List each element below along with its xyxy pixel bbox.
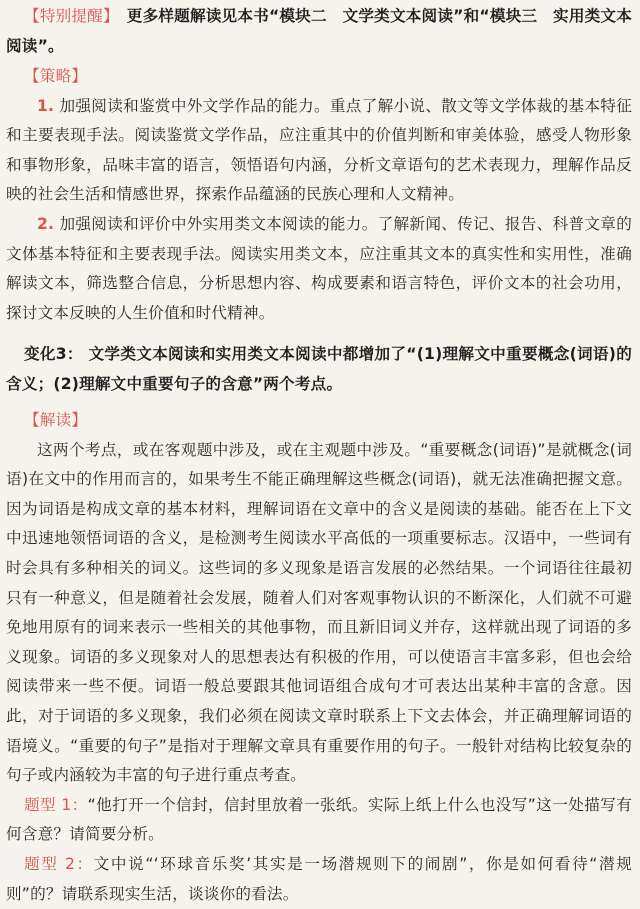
strategy-item-number: 2.	[37, 214, 55, 233]
change-section	[6, 340, 632, 399]
interpretation-section	[6, 406, 632, 909]
change-label: 变化3：	[24, 345, 83, 363]
question-type-text: 文中说“‘环球音乐奖’其实是一场潜规则下的闹剧”，你是如何看待“潜规则”的？请联系现实生活，谈谈你的看法。	[6, 854, 632, 903]
interpretation-text: 这两个考点，或在客观题中涉及，或在主观题中涉及。“重要概念(词语)”是就概念(词语)在文中的作用而言的，如果考生不能正确理解这些概念(词语)，就无法准确把握文意。因为词语是构成文章的基本材料，理解词语在文章中的含义是阅读的基础。能否在上下文中迅速地领悟词语的含义，是检测考生阅读水平高低的一项重要标志。汉语中，一些词有时会具有多种相关的词义。这些词的多义现象是语言发展的必然结果。一个词语往往最初只有一种意义，但是随着社会发展，随着人们对客观事物认识的不断深化，人们就不可避免地用原有的词来表示一些相关的其他事物，而且新旧词义并存，这样就出现了词语的多义现象。词语的多义现象对人的思想表达有积极的作用，可以使语言丰富多彩，但也会给阅读带来一些不便。词语一般总要跟其他词语组合成句才可表达出某种丰富的含意。因此，对于词语的多义现象，我们必须在阅读文章时联系上下文去体会，并正确理解词语的语境义。“重要的句子”是指对于理解文章具有重要作用的句子。一般针对结构比较复杂的句子或内涵较为丰富的句子进行重点考查。	[6, 440, 632, 785]
strategy-item-number: 1.	[37, 96, 55, 115]
change-text: 文学类文本阅读和实用类文本阅读中都增加了“(1)理解文中重要概念(词语)的含义；(2)理解文中重要句子的含意”两个考点。	[6, 345, 632, 393]
question-type-1	[6, 791, 632, 850]
strategy-item-text: 加强阅读和评价中外实用类文本阅读的能力。了解新闻、传记、报告、科普文章的文体基本特征和主要表现手法。阅读实用类文本，应注重其文本的真实性和实用性，准确解读文本，筛选整合信息，分析思想内容、构成要素和语言特色，评价文本的社会功用，探讨文本反映的人生价值和时代精神。	[6, 214, 632, 322]
strategy-item-1	[6, 92, 632, 210]
question-type-label: 题型 2：	[24, 854, 94, 873]
strategy-item-2	[6, 210, 632, 328]
strategy-label: 【策略】	[24, 67, 88, 85]
strategy-section	[6, 62, 632, 328]
question-type-text: “他打开一个信封，信封里放着一张纸。实际上纸上什么也没写”这一处描写有何含意？请简要分析。	[6, 795, 632, 844]
special-tip-text: 更多样题解读见本书“模块二 文学类文本阅读”和“模块三 实用类文本阅读”。	[6, 7, 632, 55]
interpretation-label: 【解读】	[24, 411, 88, 429]
strategy-item-text: 加强阅读和鉴赏中外文学作品的能力。重点了解小说、散文等文学体裁的基本特征和主要表现手法。阅读鉴赏文学作品，应注重其中的价值判断和审美体验，感受人物形象和事物形象，品味丰富的语言，领悟语句内涵，分析文章语句的艺术表现力，理解作品反映的社会生活和情感世界，探索作品蕴涵的民族心理和人文精神。	[6, 96, 632, 204]
question-type-2	[6, 850, 632, 909]
special-tip	[6, 2, 632, 61]
question-type-label: 题型 1：	[24, 795, 88, 814]
special-tip-label: 【特别提醒】	[24, 7, 119, 25]
